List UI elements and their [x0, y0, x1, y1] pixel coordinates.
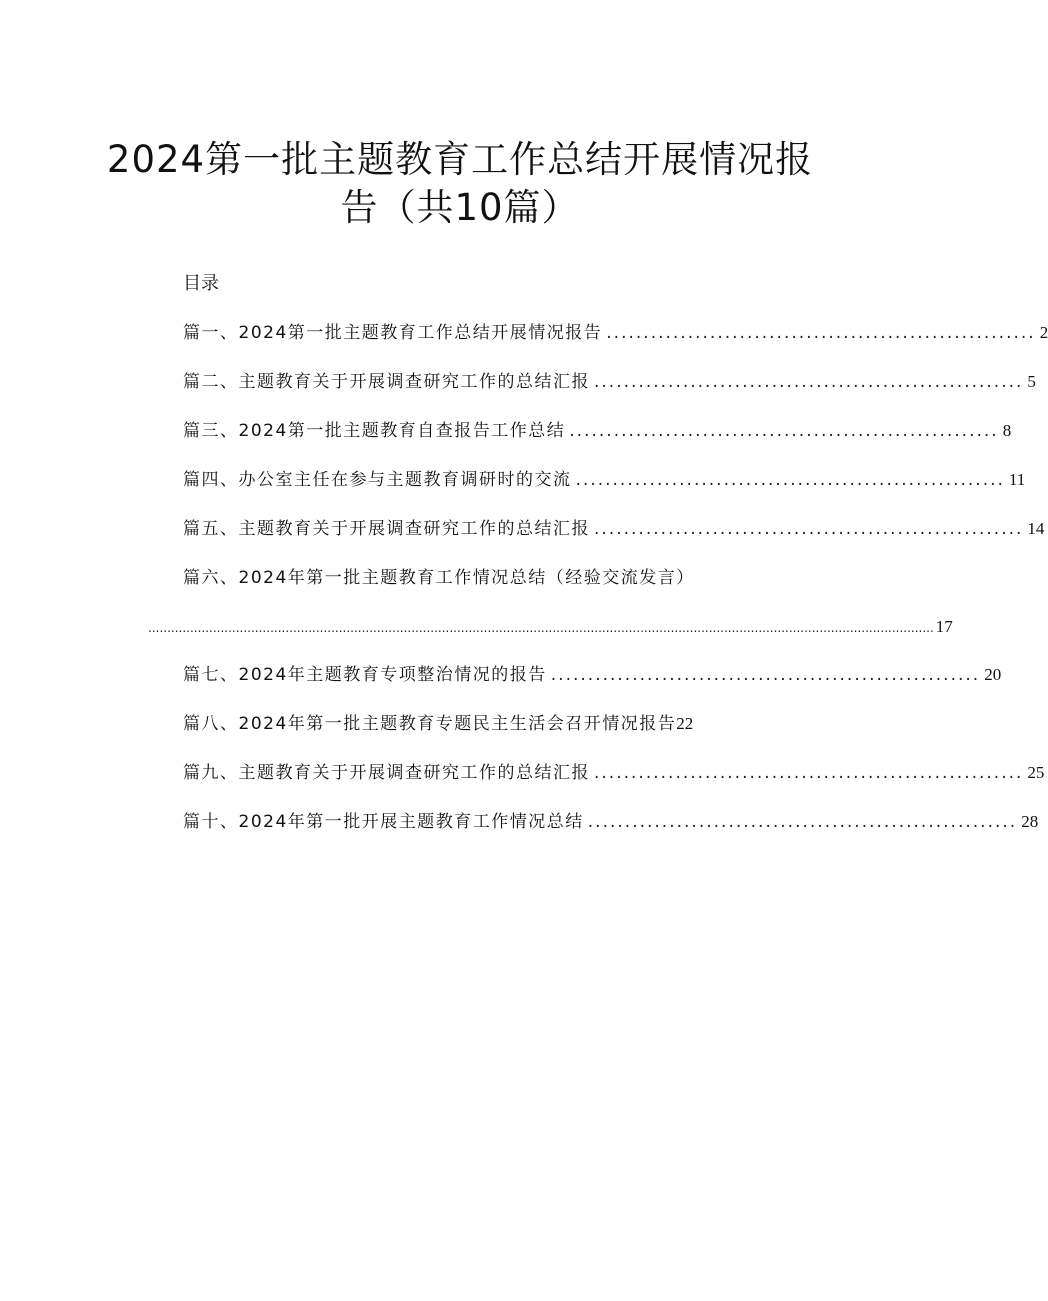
toc-entry-title: 篇四、办公室主任在参与主题教育调研时的交流	[183, 470, 572, 490]
toc-entry-5[interactable]	[183, 517, 1045, 541]
toc-leader-dots: ..........................................................	[550, 665, 981, 685]
toc-entry-3[interactable]	[183, 419, 1012, 443]
toc-entry-page: 20	[984, 665, 1002, 684]
toc-entry-page: 17	[935, 617, 953, 636]
toc-entry-title: 篇十、2024年第一批开展主题教育工作情况总结	[183, 812, 584, 832]
toc-entry-10[interactable]	[183, 810, 1039, 834]
toc-entry-page: 14	[1027, 519, 1045, 538]
toc-entry-page: 11	[1008, 470, 1026, 489]
toc-entry-page: 28	[1021, 812, 1039, 831]
toc-leader-dots: ..........................................................	[606, 323, 1036, 343]
toc-entry-page: 2	[1039, 323, 1048, 342]
toc-entry-8[interactable]	[183, 712, 776, 736]
toc-entry-4[interactable]	[183, 468, 1026, 492]
toc-leader-dots: ..........................................................	[575, 470, 1005, 490]
toc-entry-title: 篇三、2024第一批主题教育自查报告工作总结	[183, 421, 566, 441]
toc-leader-dots: ..........................................................	[594, 519, 1024, 539]
document-title	[100, 136, 820, 232]
toc-leader-dots: ..........................................................	[594, 372, 1024, 392]
toc-entry-title: 篇六、2024年第一批主题教育工作情况总结（经验交流发言）	[183, 568, 695, 588]
toc-entry-1[interactable]	[183, 321, 1048, 345]
toc-entry-title: 篇七、2024年主题教育专项整治情况的报告	[183, 665, 547, 685]
toc-entry-title: 篇二、主题教育关于开展调查研究工作的总结汇报	[183, 372, 590, 392]
toc-entry-page: 8	[1002, 421, 1012, 440]
toc-entry-title: 篇一、2024第一批主题教育工作总结开展情况报告	[183, 323, 603, 343]
title-line-2: 告（共10篇）	[340, 186, 580, 229]
toc-entry-title: 篇五、主题教育关于开展调查研究工作的总结汇报	[183, 519, 590, 539]
toc-entry-6-continuation[interactable]	[148, 615, 953, 639]
toc-leader-dots: ..........................................................	[587, 812, 1018, 832]
toc-entry-title: 篇九、主题教育关于开展调查研究工作的总结汇报	[183, 763, 590, 783]
toc-leader-dots: ..........................................................	[594, 763, 1024, 783]
toc-entry-2[interactable]	[183, 370, 1036, 394]
toc-entry-page: 5	[1027, 372, 1036, 391]
toc-leader-dots: ..........................................................	[569, 421, 999, 441]
toc-heading: 目录	[183, 273, 219, 294]
toc-entry-page: 22	[676, 714, 694, 733]
toc-entry-6[interactable]	[183, 566, 776, 590]
toc-entry-9[interactable]	[183, 761, 1045, 785]
toc-entry-page: 25	[1027, 763, 1045, 782]
toc-leader-dots: ..............................................................................................................................................................................................................	[148, 621, 934, 635]
toc-entry-7[interactable]	[183, 663, 1002, 687]
title-line-1: 2024第一批主题教育工作总结开展情况报	[106, 138, 814, 181]
toc-entry-title: 篇八、2024年第一批主题教育专题民主生活会召开情况报告	[183, 714, 677, 734]
